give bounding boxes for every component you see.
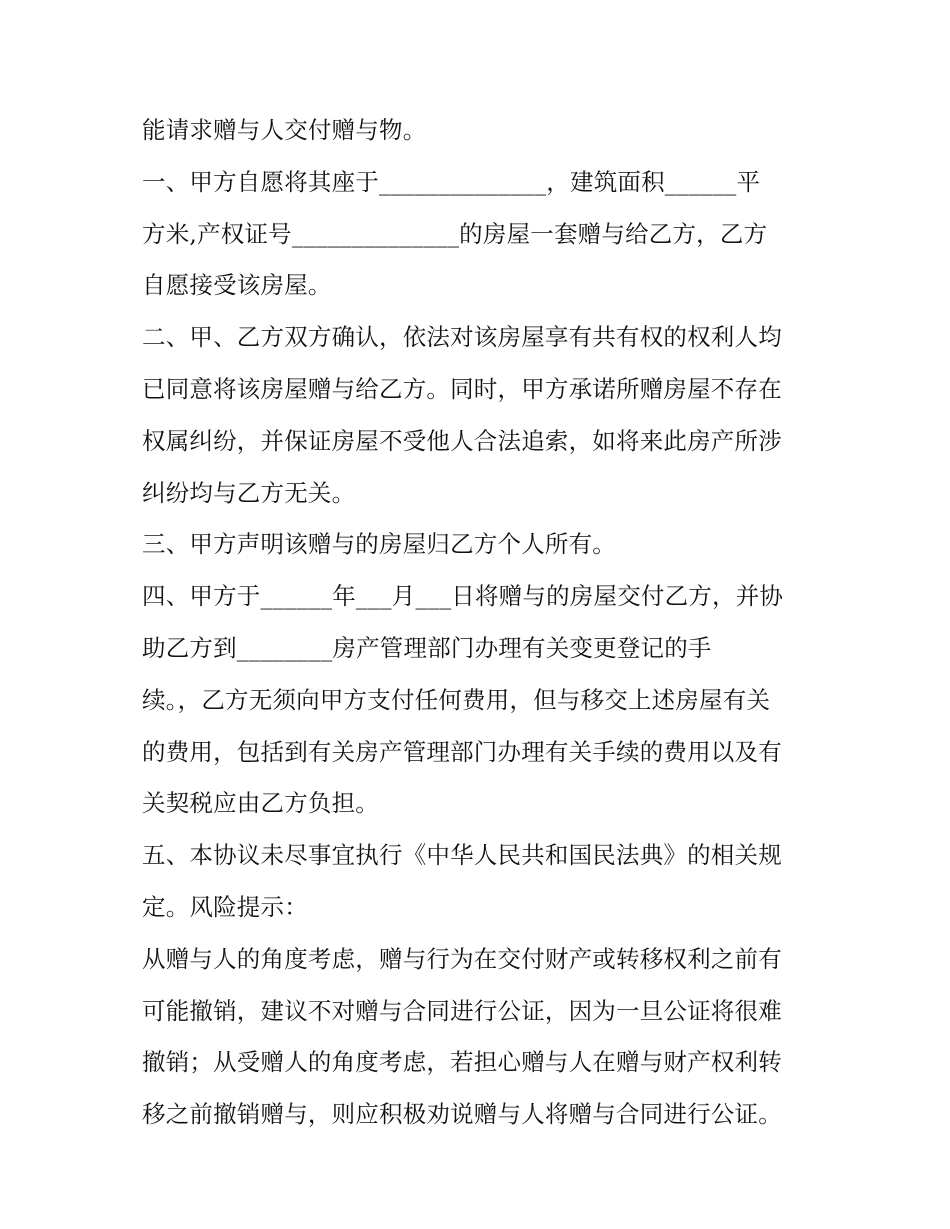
text-line-14: 关契税应由乙方负担。 [142,789,379,818]
text-line-17: 从赠与人的角度考虑，赠与行为在交付财产或转移权利之前有 [142,944,782,973]
text-line-20: 移之前撤销赠与，则应积极劝说赠与人将赠与合同进行公证。 [142,1100,782,1129]
text-line-13: 的费用，包括到有关房产管理部门办理有关手续的费用以及有 [142,737,782,766]
text-line-7: 权属纠纷，并保证房屋不受他人合法追索，如将来此房产所涉 [142,426,782,455]
text-line-16: 定。风险提示： [142,892,308,921]
text-line-12: 续。，乙方无须向甲方支付任何费用，但与移交上述房屋有关 [142,685,771,714]
text-line-2: 一、甲方自愿将其座于______________，建筑面积______平 [142,167,761,196]
text-line-1: 能请求赠与人交付赠与物。 [142,116,427,144]
text-line-6: 已同意将该房屋赠与给乙方。同时，甲方承诺所赠房屋不存在 [142,374,782,403]
text-line-15: 五、本协议未尽事宜执行《中华人民共和国民法典》的相关规 [142,841,782,870]
text-line-11: 助乙方到________房产管理部门办理有关变更登记的手 [142,633,712,662]
text-line-8: 纠纷均与乙方无关。 [142,478,356,507]
text-line-4: 自愿接受该房屋。 [142,271,332,300]
text-line-10: 四、甲方于______年___月___日将赠与的房屋交付乙方，并协 [142,582,784,611]
text-line-9: 三、甲方声明该赠与的房屋归乙方个人所有。 [142,530,616,559]
text-line-19: 撤销；从受赠人的角度考虑，若担心赠与人在赠与财产权利转 [142,1048,782,1077]
text-line-18: 可能撤销，建议不对赠与合同进行公证，因为一旦公证将很难 [142,996,782,1025]
document-body [142,105,822,1141]
text-line-5: 二、甲、乙方双方确认，依法对该房屋享有共有权的权利人均 [142,323,782,352]
text-line-3: 方米,产权证号______________的房屋一套赠与给乙方，乙方 [142,219,768,248]
